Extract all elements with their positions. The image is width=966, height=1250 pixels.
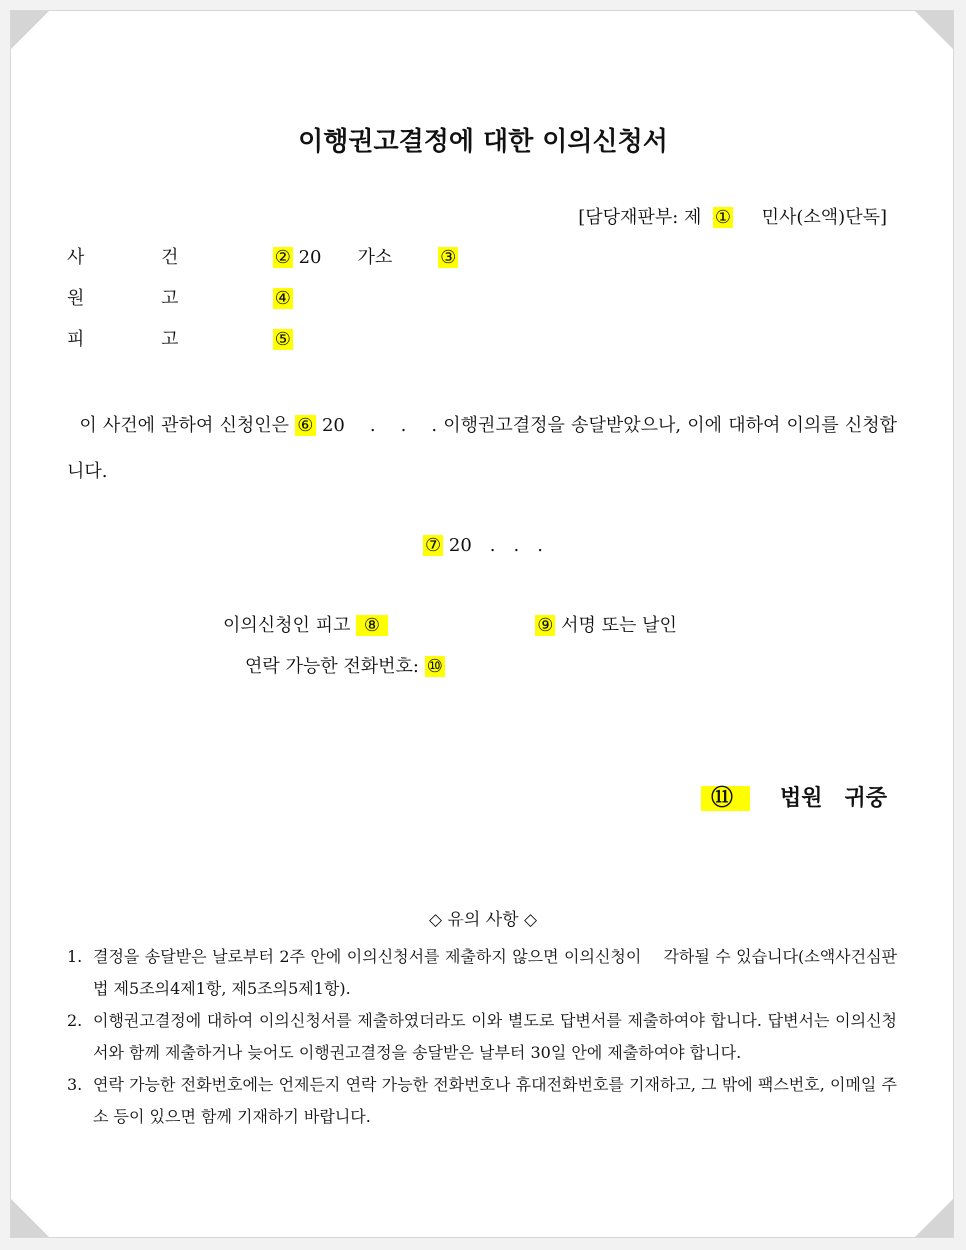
- field-marker: ⑪: [701, 786, 750, 811]
- note-number: 3.: [67, 1075, 83, 1094]
- date-value: 20 . . .: [448, 535, 543, 556]
- field-marker: ⑧: [356, 615, 388, 636]
- field-marker: ②: [274, 247, 291, 268]
- signature-label: 서명 또는 날인: [561, 615, 677, 636]
- field-label: 건: [161, 247, 179, 268]
- court-addressee: [701, 781, 887, 812]
- note-number: 2.: [67, 1011, 83, 1030]
- field-label: 고: [161, 329, 179, 350]
- department-suffix: 민사(소액)단독]: [761, 207, 887, 228]
- applicant-label: 이의신청인 피고: [223, 615, 351, 636]
- plaintiff-row: [67, 284, 293, 312]
- page-corner-fold: [915, 11, 953, 49]
- field-label: 피: [67, 329, 85, 350]
- field-marker: ⑨: [537, 615, 554, 636]
- list-item: [67, 941, 897, 1005]
- department-line: [578, 203, 887, 229]
- field-marker: ⑦: [425, 535, 442, 556]
- field-label: 사: [67, 247, 85, 268]
- phone-line: [245, 652, 445, 678]
- court-text: 귀중: [844, 786, 887, 811]
- field-marker: ⑥: [297, 415, 314, 436]
- applicant-line: [223, 611, 677, 637]
- note-text: 연락 가능한 전화번호에는 언제든지 연락 가능한 전화번호나 휴대전화번호를 기재하고, 그 밖에 팩스번호, 이메일 주소 등이 있으면 함께 기재하기 바랍니다.: [93, 1075, 897, 1126]
- phone-label: 연락 가능한 전화번호:: [245, 656, 419, 677]
- list-item: [67, 1005, 897, 1069]
- notes-title: ◇ 유의 사항 ◇: [428, 910, 538, 930]
- notes-list: [67, 941, 897, 1133]
- field-marker: ⑤: [274, 329, 291, 350]
- objection-paragraph: [67, 403, 897, 495]
- page-corner-fold: [915, 1199, 953, 1237]
- page-corner-fold: [11, 1199, 49, 1237]
- field-marker: ④: [274, 288, 291, 309]
- field-marker: ①: [714, 207, 731, 228]
- note-number: 1.: [67, 947, 83, 966]
- paragraph-text: 이 사건에 관하여 신청인은: [79, 415, 290, 436]
- defendant-row: [67, 325, 293, 353]
- list-item: [67, 1069, 897, 1133]
- page-corner-fold: [11, 11, 49, 49]
- department-prefix: [담당재판부: 제: [578, 207, 702, 228]
- field-marker: ⑩: [426, 656, 443, 677]
- note-text: 결정을 송달받은 날로부터 2주 안에 이의신청서를 제출하지 않으면 이의신청이 각하될 수 있습니다(소액사건심판법 제5조의4제1항, 제5조의5제1항).: [93, 947, 897, 998]
- document-title: 이행권고결정에 대한 이의신청서: [298, 127, 668, 157]
- court-text: 법원: [779, 786, 823, 811]
- field-label: 원: [67, 288, 85, 309]
- date-line: [11, 531, 955, 557]
- case-number-value: 20 가소: [298, 247, 393, 268]
- case-row: [67, 243, 458, 271]
- note-text: 이행권고결정에 대하여 이의신청서를 제출하였더라도 이와 별도로 답변서를 제출하여야 합니다. 답변서는 이의신청서와 함께 제출하거나 늦어도 이행권고결정을 송달받은 날부터 30일 안에 제출하여야 합니다.: [93, 1011, 897, 1062]
- field-label: 고: [161, 288, 179, 309]
- field-marker: ③: [440, 247, 457, 268]
- document-page: [10, 10, 954, 1238]
- paragraph-text: 20 . . . 이행권고결정을 송달받았으나, 이에 대하여 이의를 신청합니다.: [67, 415, 897, 482]
